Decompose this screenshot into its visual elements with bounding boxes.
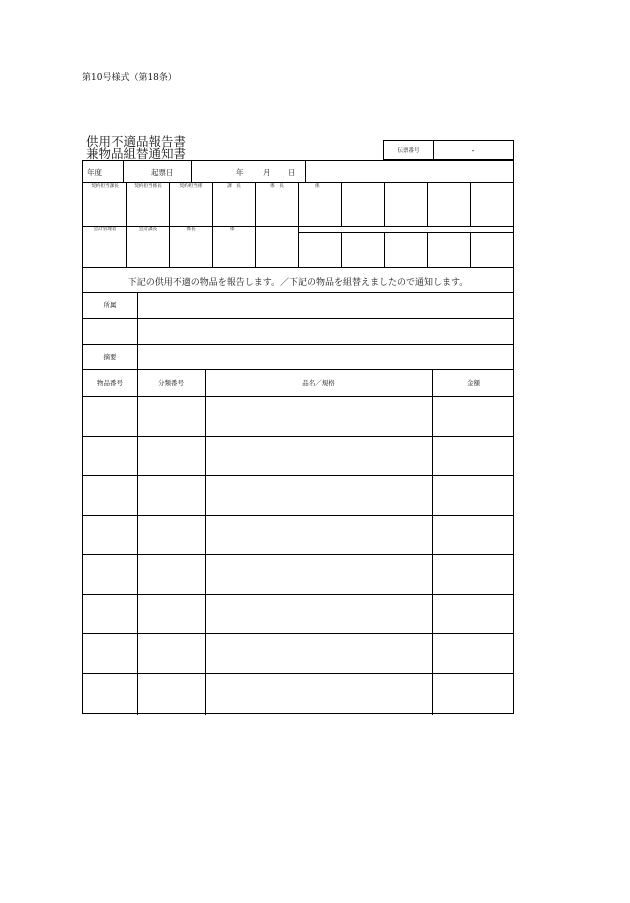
header-amount: 金額: [467, 379, 480, 387]
approval-lower-1: 会計課長: [138, 227, 158, 232]
form-number: 第10号様式（第18条）: [82, 73, 177, 83]
approval-upper-1: 契約担当係長: [134, 184, 162, 189]
slip-number-label: 伝票番号: [384, 141, 434, 159]
slip-number-box: [383, 140, 514, 160]
form-table: [82, 160, 514, 714]
month-label: 月: [263, 168, 271, 177]
approval-upper-3: 課 長: [227, 184, 241, 189]
approval-upper-0: 契約担当課長: [91, 184, 119, 189]
header-item-number: 物品番号: [97, 379, 123, 387]
year-label: 年: [236, 168, 244, 177]
fiscal-year-label: 年度: [87, 168, 102, 177]
day-label: 日: [288, 168, 296, 177]
approval-upper-2: 契約担当係: [179, 184, 203, 189]
notice-text: 下記の供用不適の物品を報告します。／下記の物品を組替えましたので通知します。: [127, 278, 469, 288]
form-title-line2: 兼物品組替通知書: [86, 146, 187, 161]
approval-lower-0: 会計管理者: [93, 227, 117, 232]
slip-number-field[interactable]: -: [471, 145, 475, 155]
approval-upper-5: 係: [315, 184, 320, 189]
approval-upper-4: 係 長: [270, 184, 284, 189]
header-name-spec: 品名／規格: [302, 379, 335, 387]
approval-lower-3: 係: [230, 227, 235, 232]
approval-lower-2: 係長: [186, 227, 196, 232]
start-date-label: 起票日: [151, 168, 174, 177]
summary-label: 摘要: [103, 353, 117, 361]
affiliation-label: 所属: [103, 301, 117, 309]
form-title-line1: 供用不適品報告書: [86, 134, 187, 149]
header-class-number: 分類番号: [158, 379, 184, 387]
